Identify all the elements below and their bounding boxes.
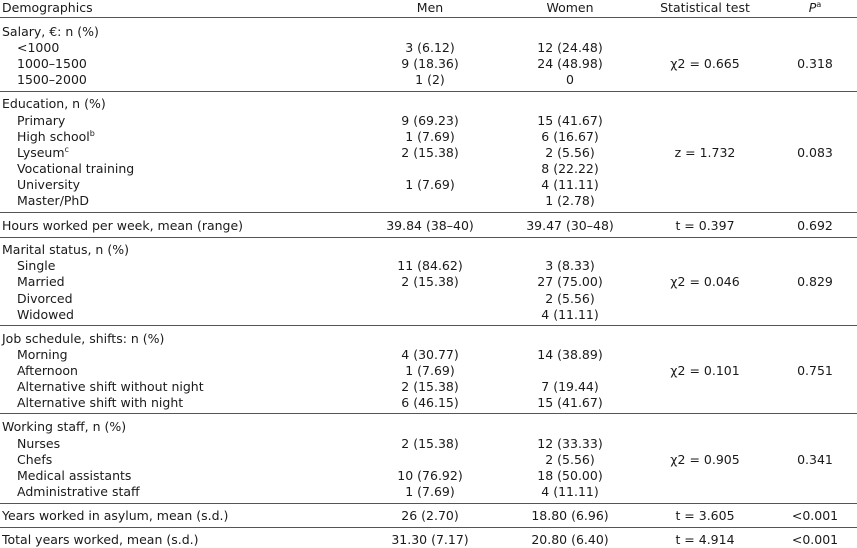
hours-p: 0.692 [797, 218, 833, 233]
row-label: Married [17, 274, 65, 289]
section-title-staff [0, 419, 857, 435]
women-value: 8 (22.22) [541, 161, 599, 176]
rule [0, 413, 857, 414]
total-p: <0.001 [791, 532, 839, 547]
women-value: 4 (11.11) [541, 484, 599, 499]
table-row [0, 113, 857, 129]
row-label: Widowed [17, 307, 74, 322]
women-value: 2 (5.56) [545, 452, 595, 467]
asylum-label: Years worked in asylum, mean (s.d.) [2, 508, 229, 523]
staff-test: χ2 = 0.905 [670, 452, 740, 467]
men-value: 1 (7.69) [405, 484, 455, 499]
row-label: Divorced [17, 291, 73, 306]
total-label: Total years worked, mean (s.d.) [2, 532, 199, 547]
women-value: 15 (41.67) [537, 113, 603, 128]
rule [0, 325, 857, 326]
table-row [0, 129, 857, 145]
section-title-education [0, 96, 857, 112]
row-label-wrap [17, 145, 69, 161]
table-row [0, 177, 857, 193]
rule [0, 527, 857, 528]
schedule-test: χ2 = 0.101 [670, 363, 740, 378]
marital-title: Marital status, n (%) [2, 242, 129, 257]
rule [0, 503, 857, 504]
rule [0, 212, 857, 213]
table-row [0, 291, 857, 307]
table-row [0, 363, 857, 379]
row-label: Alternative shift with night [17, 395, 184, 410]
table-row [0, 452, 857, 468]
row-label: Medical assistants [17, 468, 132, 483]
header-p-sup: a [816, 0, 822, 9]
table-row-total [0, 532, 857, 548]
table-row [0, 72, 857, 88]
total-test: t = 4.914 [675, 532, 735, 547]
row-label: Primary [17, 113, 66, 128]
staff-p: 0.341 [797, 452, 833, 467]
row-label-wrap [17, 129, 95, 145]
row-label: <1000 [17, 40, 60, 55]
men-value: 6 (46.15) [401, 395, 459, 410]
row-label: Administrative staff [17, 484, 140, 499]
rule [0, 91, 857, 92]
table-row [0, 347, 857, 363]
table-row [0, 468, 857, 484]
row-label: Vocational training [17, 161, 135, 176]
section-title-schedule [0, 331, 857, 347]
women-value: 2 (5.56) [545, 291, 595, 306]
asylum-test: t = 3.605 [675, 508, 735, 523]
asylum-p: <0.001 [791, 508, 839, 523]
header-women: Women [546, 0, 594, 15]
table-row [0, 274, 857, 290]
table-row-asylum [0, 508, 857, 524]
row-label: 1000–1500 [17, 56, 87, 71]
row-label: Lyseum [17, 145, 65, 160]
rule [0, 17, 857, 18]
table-row [0, 436, 857, 452]
men-value: 1 (7.69) [405, 363, 455, 378]
hours-label: Hours worked per week, mean (range) [2, 218, 244, 233]
women-value: 20.80 (6.40) [531, 532, 609, 547]
section-title-salary [0, 24, 857, 40]
row-label: Morning [17, 347, 68, 362]
women-value: 4 (11.11) [541, 177, 599, 192]
header-demographics: Demographics [2, 0, 93, 15]
header-row [0, 0, 857, 16]
women-value: 6 (16.67) [541, 129, 599, 144]
salary-test: χ2 = 0.665 [670, 56, 740, 71]
section-title-marital [0, 242, 857, 258]
men-value: 4 (30.77) [401, 347, 459, 362]
men-value: 1 (7.69) [405, 177, 455, 192]
men-value: 2 (15.38) [401, 436, 459, 451]
men-value: 31.30 (7.17) [391, 532, 469, 547]
table-row [0, 379, 857, 395]
row-label: Nurses [17, 436, 61, 451]
women-value: 2 (5.56) [545, 145, 595, 160]
women-value: 7 (19.44) [541, 379, 599, 394]
header-statistical-test: Statistical test [660, 0, 750, 15]
table-row [0, 307, 857, 323]
men-value: 10 (76.92) [397, 468, 463, 483]
staff-title: Working staff, n (%) [2, 419, 127, 434]
men-value: 3 (6.12) [405, 40, 455, 55]
women-value: 18.80 (6.96) [531, 508, 609, 523]
header-p [775, 0, 855, 16]
header-p-letter: P [808, 0, 817, 15]
row-label-sup: b [89, 129, 95, 138]
header-men: Men [416, 0, 444, 15]
men-value: 2 (15.38) [401, 274, 459, 289]
row-label: Master/PhD [17, 193, 89, 208]
men-value: 39.84 (38–40) [386, 218, 474, 233]
education-title: Education, n (%) [2, 96, 106, 111]
row-label: Alternative shift without night [17, 379, 204, 394]
table-row [0, 40, 857, 56]
table-row [0, 145, 857, 161]
rule [0, 237, 857, 238]
men-value: 26 (2.70) [401, 508, 459, 523]
women-value: 18 (50.00) [537, 468, 603, 483]
education-p: 0.083 [797, 145, 833, 160]
men-value: 2 (15.38) [401, 379, 459, 394]
men-value: 2 (15.38) [401, 145, 459, 160]
men-value: 11 (84.62) [397, 258, 463, 273]
row-label: 1500–2000 [17, 72, 87, 87]
women-value: 24 (48.98) [537, 56, 603, 71]
hours-test: t = 0.397 [675, 218, 735, 233]
women-value: 1 (2.78) [545, 193, 595, 208]
row-label: University [17, 177, 81, 192]
row-label: Chefs [17, 452, 53, 467]
table-row [0, 161, 857, 177]
row-label: High school [17, 129, 90, 144]
women-value: 12 (24.48) [537, 40, 603, 55]
salary-p: 0.318 [797, 56, 833, 71]
schedule-title: Job schedule, shifts: n (%) [2, 331, 165, 346]
marital-p: 0.829 [797, 274, 833, 289]
table-row-hours [0, 218, 857, 234]
men-value: 9 (18.36) [401, 56, 459, 71]
table-row [0, 193, 857, 209]
table-row [0, 56, 857, 72]
salary-title: Salary, €: n (%) [2, 24, 99, 39]
women-value: 27 (75.00) [537, 274, 603, 289]
men-value: 1 (7.69) [405, 129, 455, 144]
men-value: 1 (2) [415, 72, 445, 87]
row-label: Single [17, 258, 56, 273]
education-test: z = 1.732 [674, 145, 736, 160]
women-value: 12 (33.33) [537, 436, 603, 451]
schedule-p: 0.751 [797, 363, 833, 378]
women-value: 4 (11.11) [541, 307, 599, 322]
women-value: 14 (38.89) [537, 347, 603, 362]
men-value: 9 (69.23) [401, 113, 459, 128]
women-value: 3 (8.33) [545, 258, 595, 273]
table-row [0, 258, 857, 274]
row-label-sup: c [64, 145, 69, 154]
marital-test: χ2 = 0.046 [670, 274, 740, 289]
row-label: Afternoon [17, 363, 78, 378]
women-value: 15 (41.67) [537, 395, 603, 410]
table-row [0, 395, 857, 411]
women-value: 39.47 (30–48) [526, 218, 614, 233]
women-value: 0 [566, 72, 574, 87]
table-row [0, 484, 857, 500]
